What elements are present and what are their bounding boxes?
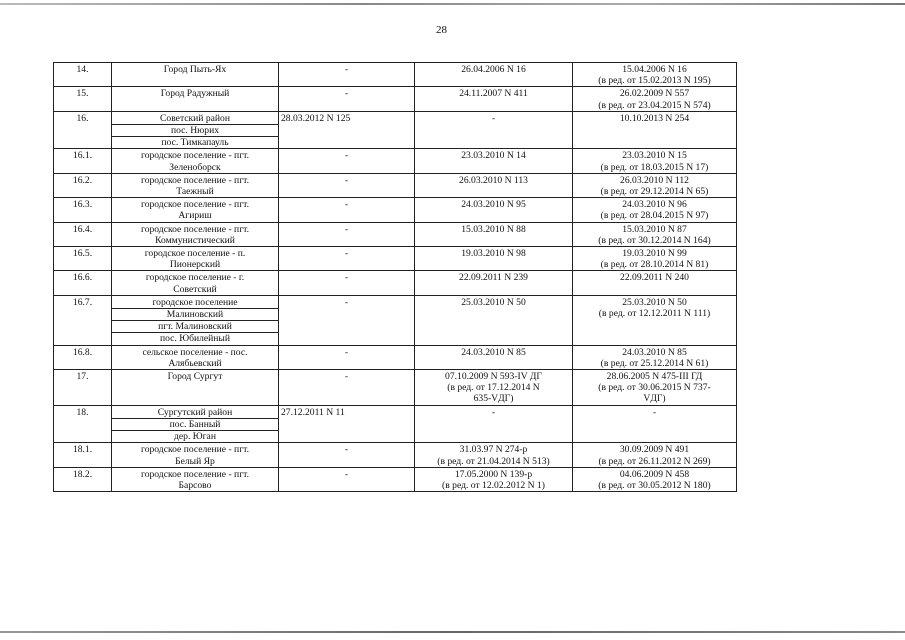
row-number: 16.1. [54, 149, 112, 173]
act-line: 26.03.2010 N 112 [620, 174, 689, 186]
municipality-name-line: Город Пыть-Ях [163, 64, 227, 75]
municipality-name-line: городское поселение - п. [144, 248, 246, 260]
row-number: 16.2. [54, 173, 112, 197]
municipality-name-line: городское поселение - пгт. [141, 468, 249, 480]
act-line: 26.02.2009 N 557 [619, 88, 690, 100]
municipality-name [112, 222, 279, 246]
municipality-name [112, 149, 279, 173]
act-line: 26.04.2006 N 16 [461, 64, 526, 75]
act-line: 28.06.2005 N 475-III ГД [606, 371, 703, 383]
act-line: (в ред. от 30.06.2015 N 737- [598, 382, 711, 394]
act-column-3: - [279, 198, 415, 222]
act-line: 17.05.2000 N 139-р [454, 468, 533, 480]
municipality-name [112, 87, 279, 111]
act-line: (в ред. от 15.02.2013 N 195) [598, 75, 711, 87]
act-line: 24.03.2010 N 85 [461, 346, 526, 358]
table-row [54, 63, 737, 87]
act-column-5 [573, 443, 737, 467]
act-column-3: - [279, 295, 415, 345]
act-line: (в ред. от 18.03.2015 N 17) [600, 161, 709, 173]
row-number: 16.4. [54, 222, 112, 246]
row-number: 18.1. [54, 443, 112, 467]
act-line: 31.03.97 N 274-р [459, 444, 528, 456]
scan-edge-bottom [0, 631, 905, 633]
act-line: (в ред. от 29.12.2014 N 65) [600, 186, 709, 198]
act-column-4 [415, 149, 573, 173]
act-column-3: - [279, 443, 415, 467]
act-column-5 [573, 222, 737, 246]
act-line: VДГ) [643, 393, 666, 405]
municipality-name-line: пгт. Малиновский [112, 320, 278, 332]
act-column-3: - [279, 345, 415, 369]
municipality-name-line: Таежный [176, 186, 214, 198]
municipality-name-line: городское поселение - пгт. [141, 223, 249, 235]
act-line: (в ред. от 21.04.2014 N 513) [437, 455, 550, 467]
act-line: 25.03.2010 N 50 [461, 296, 526, 308]
table-row [54, 443, 737, 467]
act-column-3: 27.12.2011 N 11 [279, 405, 415, 443]
table-row [54, 295, 737, 345]
act-column-5 [573, 345, 737, 369]
act-line: - [652, 406, 657, 418]
act-line: 10.10.2013 N 254 [619, 112, 690, 124]
act-line: (в ред. от 12.12.2011 N 111) [598, 308, 711, 320]
act-column-5 [573, 467, 737, 491]
table-row [54, 198, 737, 222]
municipality-name-line: Белый Яр [175, 455, 215, 467]
municipality-name [112, 63, 279, 87]
act-line: (в ред. от 26.11.2012 N 269) [598, 455, 711, 467]
act-line: 24.11.2007 N 411 [459, 88, 528, 100]
act-column-3: - [279, 370, 415, 406]
row-number: 18. [54, 405, 112, 443]
municipality-name-line: Город Сургут [167, 371, 223, 383]
act-line: 25.03.2010 N 50 [622, 296, 687, 308]
municipality-name-line: городское поселение - пгт. [141, 174, 249, 186]
municipality-name-line: дер. Юган [112, 430, 278, 442]
row-number: 15. [54, 87, 112, 111]
row-number: 16.3. [54, 198, 112, 222]
act-column-3: - [279, 467, 415, 491]
act-column-3: 28.03.2012 N 125 [279, 111, 415, 149]
act-line: (в ред. от 23.04.2015 N 574) [598, 99, 711, 111]
act-line: (в ред. от 30.12.2014 N 164) [598, 234, 711, 246]
act-column-3: - [279, 271, 415, 295]
municipality-name-line: пос. Юбилейный [112, 332, 278, 344]
municipality-name-line: пос. Нюрих [112, 124, 278, 136]
act-column-3: - [279, 173, 415, 197]
municipality-name-line: Город Радужный [160, 88, 230, 100]
municipality-name-line: Коммунистический [155, 234, 235, 246]
act-line: 24.03.2010 N 95 [461, 199, 526, 211]
act-line: 22.09.2011 N 239 [459, 272, 528, 284]
municipality-name [112, 443, 279, 467]
row-number: 14. [54, 63, 112, 87]
municipality-name [112, 405, 279, 443]
act-line: 26.03.2010 N 113 [459, 174, 528, 186]
act-column-4 [415, 467, 573, 491]
municipality-name-line: пос. Банный [112, 418, 278, 430]
municipality-name [112, 173, 279, 197]
act-column-3: - [279, 222, 415, 246]
act-line: 23.03.2010 N 14 [461, 150, 526, 162]
municipality-name [112, 345, 279, 369]
municipality-name [112, 247, 279, 271]
act-line: 635-VДГ) [473, 393, 514, 405]
table-row [54, 111, 737, 149]
table-row [54, 149, 737, 173]
scan-edge-top [0, 3, 905, 5]
table-row [54, 345, 737, 369]
municipality-name-line: городское поселение [152, 296, 238, 308]
act-column-5 [573, 271, 737, 295]
act-line: (в ред. от 12.02.2012 N 1) [442, 479, 545, 491]
municipality-name-line: Пионерский [169, 259, 221, 271]
table-row [54, 405, 737, 443]
table-row [54, 247, 737, 271]
act-column-4 [415, 87, 573, 111]
act-line: 24.03.2010 N 85 [622, 346, 687, 358]
row-number: 18.2. [54, 467, 112, 491]
act-line: 19.03.2010 N 99 [622, 248, 687, 260]
act-line: (в ред. от 28.04.2015 N 97) [600, 210, 709, 222]
municipality-name-line: Алябьевский [168, 357, 222, 369]
act-line: (в ред. от 30.05.2012 N 180) [598, 479, 711, 491]
municipality-name-line: Барсово [178, 479, 212, 491]
act-column-5 [573, 198, 737, 222]
municipality-name [112, 295, 279, 345]
act-line: (в ред. от 25.12.2014 N 61) [600, 357, 709, 369]
act-line: 19.03.2010 N 98 [461, 248, 526, 260]
row-number: 16. [54, 111, 112, 149]
act-column-5 [573, 173, 737, 197]
act-line: 15.03.2010 N 88 [461, 223, 526, 235]
municipal-acts-table [53, 62, 737, 492]
municipality-name-line: городское поселение - пгт. [141, 199, 249, 211]
act-line: 15.03.2010 N 87 [622, 223, 687, 235]
municipality-name-line: пос. Тимкапауль [112, 136, 278, 148]
act-column-4 [415, 222, 573, 246]
table-row [54, 222, 737, 246]
act-column-3: - [279, 247, 415, 271]
act-line: 22.09.2011 N 240 [620, 272, 689, 284]
act-line: 07.10.2009 N 593-IV ДГ [445, 371, 542, 383]
act-column-4 [415, 198, 573, 222]
table-row [54, 173, 737, 197]
act-column-5 [573, 405, 737, 443]
municipality-name-line: Малиновский [112, 308, 278, 320]
table-row [54, 467, 737, 491]
act-column-5 [573, 63, 737, 87]
act-line: 30.09.2009 N 491 [619, 444, 690, 456]
act-column-4 [415, 443, 573, 467]
act-column-5 [573, 87, 737, 111]
act-column-4 [415, 247, 573, 271]
municipality-name-line: Агириш [178, 210, 212, 222]
act-column-5 [573, 149, 737, 173]
municipality-name-line: Советский [173, 283, 217, 295]
act-column-5 [573, 247, 737, 271]
act-column-4 [415, 63, 573, 87]
act-line: (в ред. от 28.10.2014 N 81) [600, 259, 709, 271]
act-line: (в ред. от 17.12.2014 N [447, 382, 540, 394]
municipality-name-line: городское поселение - пгт. [141, 150, 249, 162]
municipality-name-line: сельское поселение - пос. [142, 346, 248, 358]
table-row [54, 271, 737, 295]
act-column-3: - [279, 149, 415, 173]
act-column-3: - [279, 87, 415, 111]
row-number: 17. [54, 370, 112, 406]
municipality-name-line: Советский район [160, 112, 230, 124]
row-number: 16.6. [54, 271, 112, 295]
act-column-4 [415, 111, 573, 149]
act-line: 15.04.2006 N 16 [622, 64, 687, 75]
municipality-name-line: Зеленоборск [169, 161, 221, 173]
municipality-name [112, 370, 279, 406]
act-line: 23.03.2010 N 15 [622, 150, 687, 162]
page-number: 28 [436, 24, 447, 36]
municipality-name [112, 467, 279, 491]
municipality-name-line: Сургутский район [157, 406, 233, 418]
row-number: 16.8. [54, 345, 112, 369]
act-column-4 [415, 173, 573, 197]
row-number: 16.7. [54, 295, 112, 345]
table-row [54, 370, 737, 406]
act-line: 24.03.2010 N 96 [622, 199, 687, 211]
act-column-4 [415, 370, 573, 406]
act-column-5 [573, 111, 737, 149]
municipality-name-line: городское поселение - пгт. [141, 444, 249, 456]
act-line: - [491, 112, 496, 124]
act-column-4 [415, 345, 573, 369]
act-column-4 [415, 405, 573, 443]
municipality-name-line: городское поселение - г. [145, 272, 245, 284]
act-column-3: - [279, 63, 415, 87]
municipality-name [112, 198, 279, 222]
act-line: - [491, 406, 496, 418]
act-column-5 [573, 295, 737, 345]
act-line: 04.06.2009 N 458 [619, 468, 690, 480]
municipality-name [112, 271, 279, 295]
act-column-4 [415, 271, 573, 295]
act-column-4 [415, 295, 573, 345]
municipality-name [112, 111, 279, 149]
table-row [54, 87, 737, 111]
act-column-5 [573, 370, 737, 406]
row-number: 16.5. [54, 247, 112, 271]
